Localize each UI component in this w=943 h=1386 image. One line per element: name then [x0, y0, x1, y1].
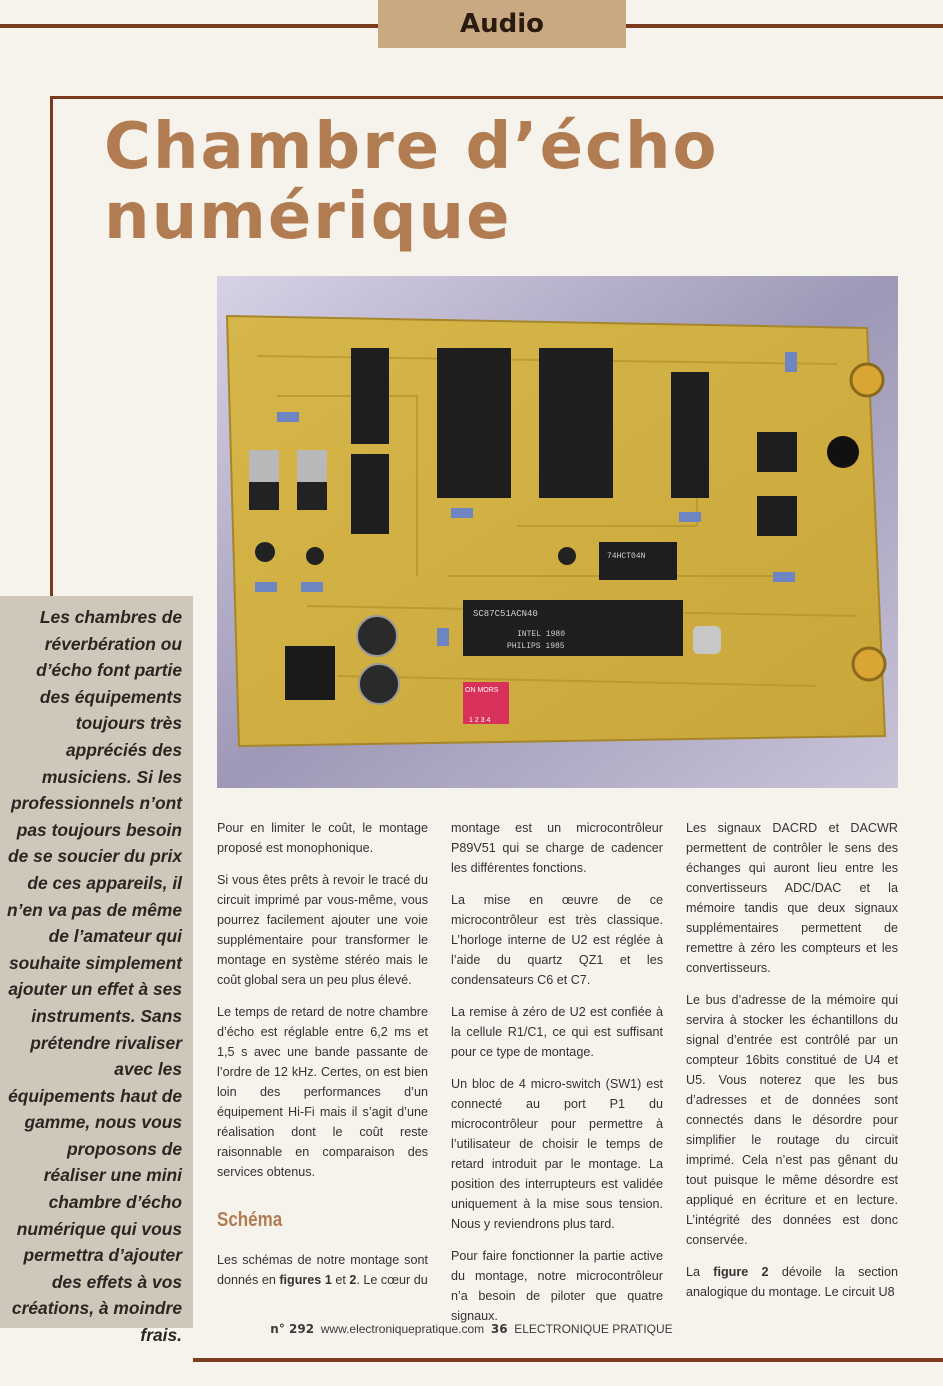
paragraph: Si vous êtes prêts à revoir le tracé du circuit imprimé par vous-même, vous pourrez facilement ajouter une voie supplémentaire pour transformer le montage en système stéréo mais le coût global sera un peu plus élevé.: [217, 873, 428, 987]
figure-ref: figure 2: [713, 1265, 769, 1279]
frame-left-rule: [50, 96, 53, 596]
section-heading: Schéma: [217, 1209, 283, 1231]
paragraph: Pour en limiter le coût, le montage proposé est monophonique.: [217, 821, 428, 855]
paragraph: La remise à zéro de U2 est confiée à la cellule R1/C1, ce qui est suffisant pour ce type de montage.: [451, 1005, 663, 1059]
magazine-name: ELECTRONIQUE PRATIQUE: [514, 1322, 673, 1336]
column-3: [686, 818, 898, 1314]
svg-text:PHILIPS 1985: PHILIPS 1985: [507, 642, 565, 651]
title-line-2: numérique: [104, 180, 512, 254]
paragraph: Le bus d’adresse de la mémoire qui servira à stocker les échantillons du signal d’entrée est contrôlé par un compteur 16bits constitué de U4 et U5. Vous noterez que les bus d’adresses et de données sont connectés dans le désordre pour simplifier le routage du circuit imprimé. Cela n’est pas gênant du tout puisque le même désordre est appliqué en écriture et en lecture. L’intégrité des données est donc conservée.: [686, 993, 898, 1247]
svg-text:74HCT04N: 74HCT04N: [607, 552, 646, 561]
pcb-photo: [217, 276, 898, 788]
ram-chip-1: [437, 348, 511, 498]
bottom-rule: [193, 1358, 943, 1362]
header-rule-left: [0, 24, 378, 28]
header-rule-right: [626, 24, 943, 28]
page-number: 36: [490, 1322, 508, 1336]
title-line-1: Chambre d’écho: [104, 110, 719, 184]
ram-chip-2: [539, 348, 613, 498]
figure-ref: 2: [349, 1273, 357, 1287]
paragraph: Les schémas de notre montage sont donnés en figures 1 et 2. Le cœur du: [217, 1253, 428, 1287]
paragraph: montage est un microcontrôleur P89V51 qui se charge de cadencer les différentes fonctions.: [451, 821, 663, 875]
paragraph: Les signaux DACRD et DACWR permettent de contrôler le sens des échanges qui auront lieu entre les convertisseurs ADC/DAC et la mémoire tandis que deux signaux supplémentaires permettent de remettre à zéro les compteurs et les convertisseurs.: [686, 821, 898, 975]
svg-text:ON MORS: ON MORS: [465, 687, 499, 694]
svg-text:SC87C51ACN40: SC87C51ACN40: [473, 609, 538, 619]
column-2: [451, 818, 663, 1338]
svg-text:INTEL 1980: INTEL 1980: [517, 630, 566, 639]
column-1: [217, 818, 428, 1302]
article-title: [104, 112, 904, 252]
issue-number: n° 292: [270, 1322, 315, 1336]
website-url: www.electroniquepratique.com: [320, 1322, 485, 1336]
paragraph: Un bloc de 4 micro-switch (SW1) est connecté au port P1 du microcontrôleur pour permettre à l’utilisateur de choisir le temps de retard introduit par le montage. La position des interrupteurs est validée uniquement à la mise sous tension. Nous y reviendrons plus tard.: [451, 1077, 663, 1231]
section-tab: Audio: [378, 0, 626, 48]
paragraph: La figure 2 dévoile la section analogique du montage. Le circuit U8: [686, 1265, 898, 1299]
paragraph: Pour faire fonctionner la partie active du montage, notre microcontrôleur n’a besoin de piloter que quatre signaux.: [451, 1249, 663, 1323]
paragraph: Le temps de retard de notre chambre d’écho est réglable entre 6,2 ms et 1,5 s avec une bande passante de l’ordre de 12 kHz. Certes, on est bien loin des performances d’un équipement Hi-Fi mais il s’agit d’une réalisation dont le coût reste raisonnable en comparaison des services obtenus.: [217, 1005, 428, 1179]
figure-ref: figures 1: [279, 1273, 332, 1287]
frame-top-rule: [50, 96, 943, 99]
page-footer: [0, 1322, 943, 1336]
paragraph: La mise en œuvre de ce microcontrôleur est très classique. L’horloge interne de U2 est réglée à l’aide du quartz QZ1 et les condensateurs C6 et C7.: [451, 893, 663, 987]
svg-text:1 2 3 4: 1 2 3 4: [469, 717, 491, 724]
lead-paragraph: Les chambres de réverbération ou d’écho font partie des équipements toujours très appréciés des musiciens. Si les professionnels n’ont pas toujours besoin de se soucier du prix de ces appareils, il n’en va pas de même de l’amateur qui souhaite simplement ajouter un effet à ses instruments. Sans prétendre rivaliser avec les équipements haut de gamme, nous vous proposons de réaliser une mini chambre d’écho numérique qui vous permettra d’ajouter des effets à vos créations, à moindre frais.: [7, 607, 182, 1346]
